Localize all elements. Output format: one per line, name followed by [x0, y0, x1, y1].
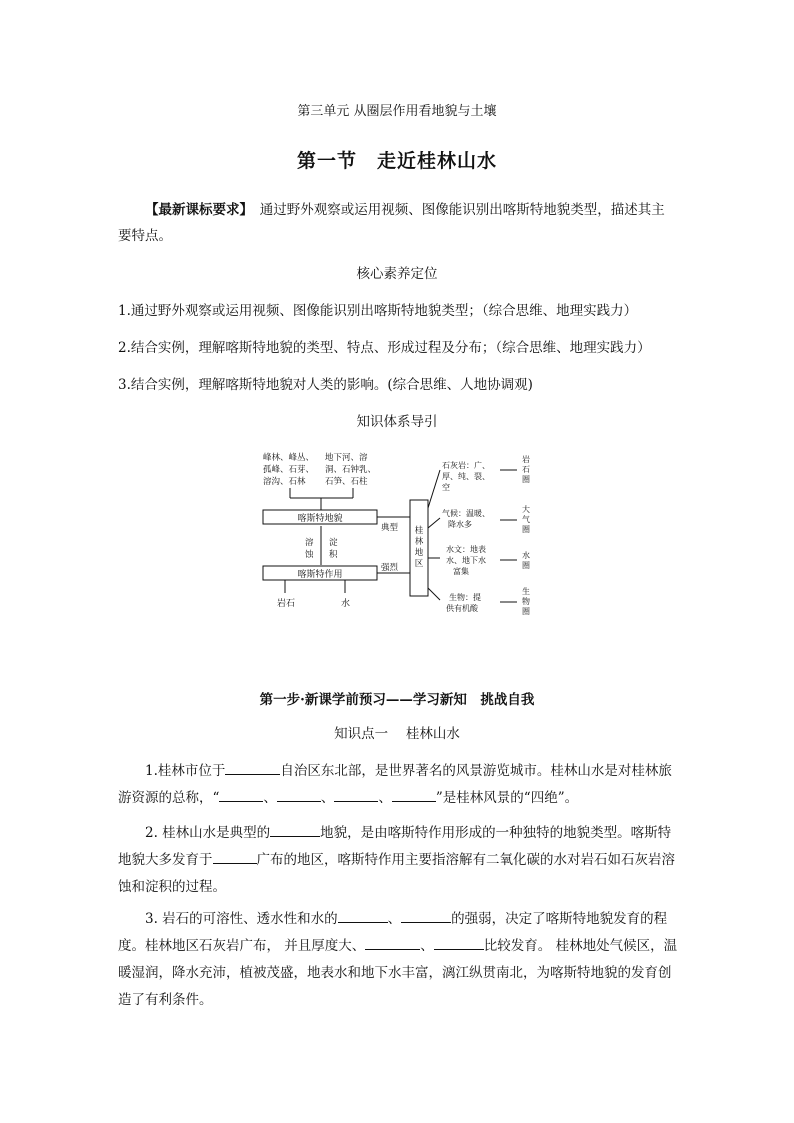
factor-rock-line3: 空	[442, 483, 450, 492]
blank-wonder-4[interactable]	[392, 787, 436, 802]
biosphere-char1: 生	[522, 587, 530, 596]
factor-bio-line2: 供有机酸	[446, 604, 478, 613]
factor-bio-line1: 生物：提	[449, 593, 481, 602]
surface-landforms-line2: 孤峰、石芽、	[263, 465, 315, 475]
objective-2: 2.结合实例，理解喀斯特地貌的类型、特点、形成过程及分布；（综合思维、地理实践力）	[118, 340, 651, 356]
diagram-heading: 知识体系导引	[356, 414, 438, 430]
kp2-text-b: 地貌，是由喀斯特作用形成的一种独特的地貌类型。喀斯特地貌大多发育于	[118, 825, 672, 868]
requirement-text: 通过野外观察或运用视频、图像能识别出喀斯特地貌类型，描述其主要特点。	[118, 202, 665, 244]
lithosphere-char3: 圈	[522, 475, 530, 484]
factor-hydro-line1: 水文：地表	[446, 545, 486, 554]
requirement-label: 【最新课标要求】	[145, 202, 247, 218]
lithosphere-char1: 岩	[522, 455, 530, 464]
factor-hydro-line3: 富集	[453, 567, 469, 576]
hydrosphere-char2: 圈	[522, 561, 530, 570]
atmosphere-char2: 气	[522, 515, 530, 524]
factor-rock-line2: 厚、纯、裂、	[442, 472, 490, 481]
guilin-char2: 林	[414, 537, 424, 547]
kp1-text-a: 1.桂林市位于	[145, 763, 226, 779]
objective-1: 1.通过野外观察或运用视频、图像能识别出喀斯特地貌类型；（综合思维、地理实践力）	[118, 303, 638, 319]
kp2-text-c: 广布的地区，喀斯特作用主要指溶解有二氧化碳的水对岩石如石灰岩溶蚀和淀积的过程。	[118, 852, 675, 895]
lithosphere-char2: 石	[522, 465, 530, 474]
knowledge-point-2	[118, 820, 678, 901]
underground-landforms-line2: 洞、石钟乳、	[325, 465, 377, 475]
kp3-sep-1: 、	[387, 911, 402, 927]
dissolve-char2: 蚀	[305, 550, 314, 560]
rock-label: 岩石	[277, 599, 296, 609]
strong-label: 强烈	[381, 563, 399, 573]
guilin-char1: 桂	[414, 526, 424, 536]
underground-landforms-line3: 石笋、石柱	[325, 477, 368, 487]
guilin-char4: 区	[414, 559, 424, 569]
kp2-text-a: 2. 桂林山水是典型的	[145, 825, 271, 841]
knowledge-point-heading: 知识点一 桂林山水	[334, 726, 460, 742]
blank-rock-1[interactable]	[365, 935, 420, 950]
knowledge-point-3	[118, 906, 678, 1014]
knowledge-point-1	[118, 758, 678, 812]
blank-rock-2[interactable]	[434, 935, 484, 950]
surface-landforms-line3: 溶沟、石林	[263, 477, 306, 487]
kp3-text-b: 的强弱，决定了喀斯特地貌发育的程度。桂林地区石灰岩广布， 并且厚度大、	[118, 911, 668, 954]
biosphere-char2: 物	[522, 597, 530, 606]
process-label: 喀斯特作用	[297, 570, 343, 580]
dissolve-char1: 溶	[305, 538, 314, 548]
blank-wonder-2[interactable]	[277, 787, 321, 802]
kp1-sep-3: 、	[378, 790, 392, 806]
atmosphere-char3: 圈	[522, 525, 530, 534]
factor-hydro-line2: 水、地下水	[446, 556, 486, 565]
blank-wonder-1[interactable]	[219, 787, 263, 802]
underground-landforms-line1: 地下河、溶	[325, 453, 368, 463]
core-heading: 核心素养定位	[356, 266, 438, 282]
objective-3: 3.结合实例，理解喀斯特地貌对人类的影响。(综合思维、人地协调观)	[118, 377, 533, 393]
surface-landforms-line1: 峰林、峰丛、	[263, 453, 315, 463]
biosphere-char3: 圈	[522, 607, 530, 616]
knowledge-diagram	[255, 448, 555, 623]
curriculum-requirement	[118, 197, 678, 249]
hydrosphere-char1: 水	[522, 551, 530, 560]
kp3-text-a: 3. 岩石的可溶性、透水性和水的	[145, 911, 338, 927]
blank-wonder-3[interactable]	[334, 787, 378, 802]
landform-label: 喀斯特地貌	[297, 514, 343, 524]
unit-title: 第三单元 从圈层作用看地貌与土壤	[297, 104, 497, 119]
deposit-char2: 积	[329, 550, 338, 560]
kp1-text-b: 自治区东北部，是世界著名的风景游览城市。桂林山水是对桂林旅游资源的总称，“	[118, 763, 672, 806]
section-title: 第一节 走近桂林山水	[296, 150, 497, 172]
typical-label: 典型	[381, 523, 399, 533]
blank-region[interactable]	[225, 760, 280, 775]
kp3-text-c: 比较发育。 桂林地处气候区，温暖湿润，降水充沛，植被茂盛，地表水和地下水丰富，漓江纵贯南北，为喀斯特地貌的发育创造了有利条件。	[118, 938, 678, 1008]
kp3-sep-2: 、	[420, 938, 434, 954]
kp1-sep-2: 、	[320, 790, 335, 806]
factor-climate-line1: 气候：温暖、	[442, 509, 490, 518]
step-heading: 第一步·新课学前预习——学习新知 挑战自我	[259, 692, 535, 708]
factor-rock-line1: 石灰岩：广、	[442, 461, 490, 470]
blank-water-1[interactable]	[338, 908, 388, 923]
atmosphere-char1: 大	[522, 505, 530, 514]
factor-climate-line2: 降水多	[448, 520, 472, 529]
deposit-char1: 淀	[329, 538, 338, 548]
blank-landform-type[interactable]	[270, 822, 320, 837]
kp1-sep-1: 、	[263, 790, 277, 806]
blank-water-2[interactable]	[401, 908, 451, 923]
water-label: 水	[341, 599, 351, 609]
guilin-char3: 地	[414, 548, 424, 558]
kp1-text-c: ”是桂林风景的“四绝”。	[435, 790, 579, 806]
blank-rock-type[interactable]	[213, 849, 257, 864]
